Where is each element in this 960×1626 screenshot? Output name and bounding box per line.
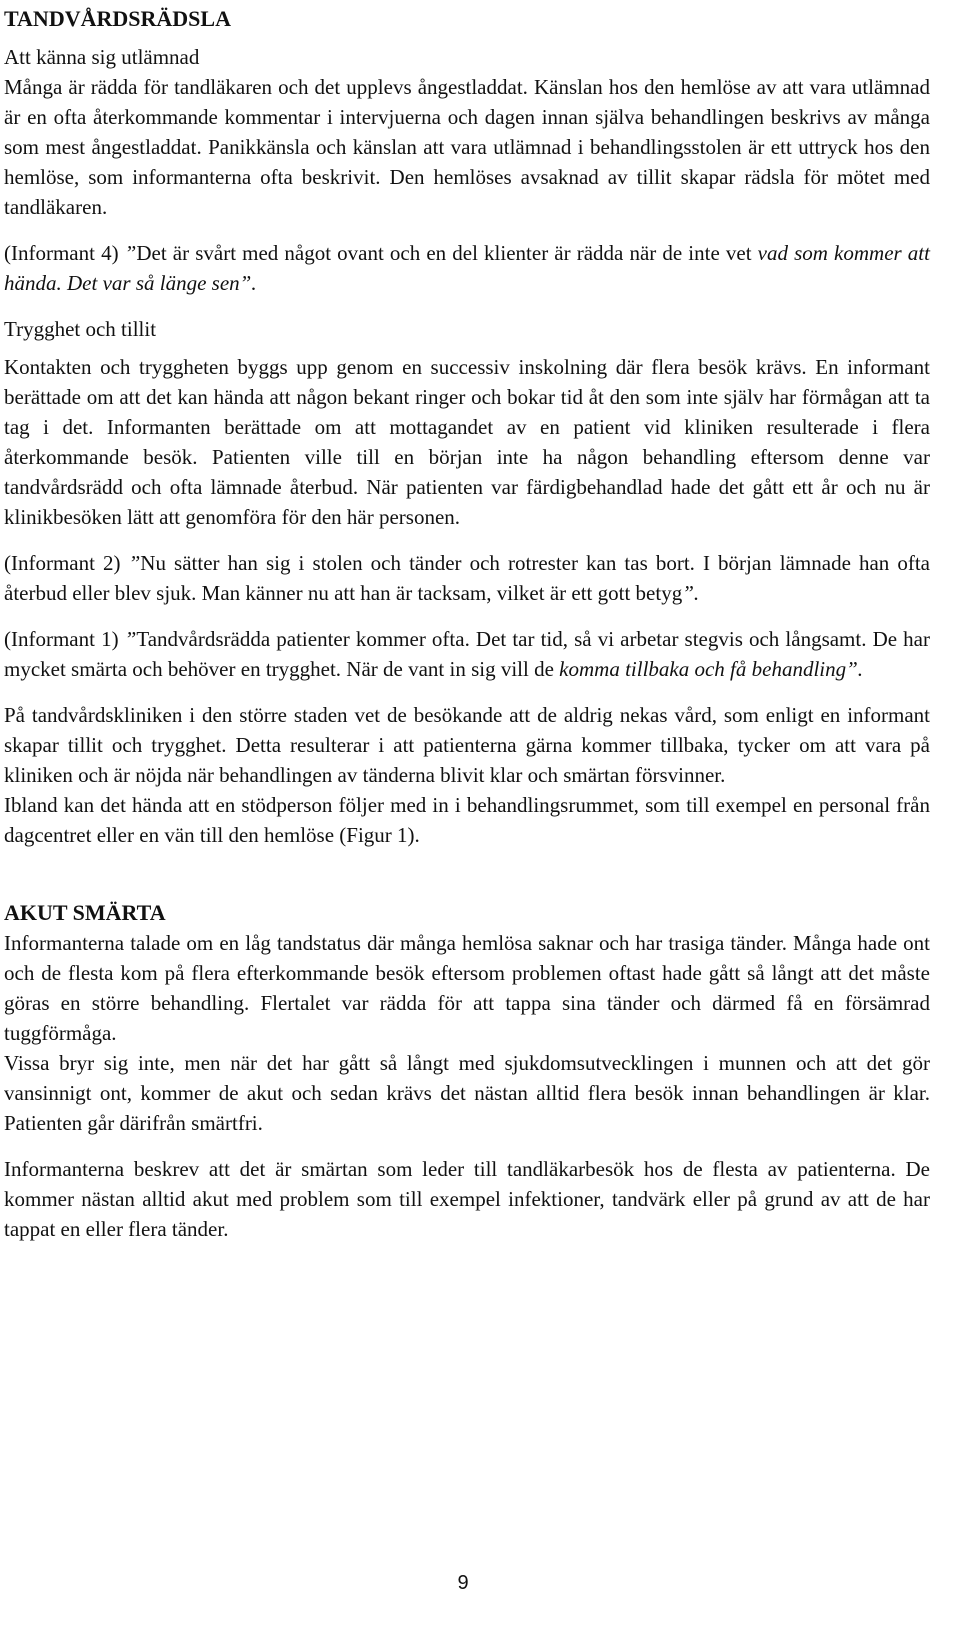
subheading-att-kanna-sig-utlamnad: Att känna sig utlämnad (4, 45, 200, 69)
quote-text: Tandvårdsrädda patienter kommer ofta. Det tar tid, så vi arbetar stegvis och långsamt. De har mycket smärta och behöver en trygghet. När de vant in sig vill de (4, 627, 930, 681)
document-page (4, 0, 930, 1244)
quote-text-italic: komma tillbaka och få behandling”. (559, 657, 864, 681)
quote-open-mark: ” (124, 627, 137, 651)
quote-speaker: (Informant 2) (4, 551, 129, 575)
quote-informant-2 (4, 548, 930, 608)
quote-informant-4 (4, 238, 930, 298)
paragraph-3: På tandvårdskliniken i den större staden vet de besökande att de aldrig nekas vård, som enligt en informant skapar tillit och trygghet. Detta resulterar i att patienterna gärna kommer tillbaka, tycker om att vara på kliniken och är nöjda när behandlingen av tänderna blivit klar och smärtan försvinner. (4, 703, 930, 787)
section-heading-akut-smarta: AKUT SMÄRTA (4, 900, 166, 925)
page-number: 9 (457, 1572, 469, 1594)
quote-open-mark: ” (124, 241, 137, 265)
quote-text-italic: vad som kommer att hända. Det var så länge sen”. (4, 241, 930, 295)
paragraph-2: Kontakten och tryggheten byggs upp genom en successiv inskolning där flera besök krävs. En informant berättade om att det kan hända att någon bekant ringer och bokar tid åt den som inte själv har förmågan att ta tag i det. Informanten berättade om att mottagandet av en patient vid kliniken resulterade i flera återkommande besök. Patienten ville till en början inte ha någon behandling eftersom denne var tandvårdsrädd och ofta lämnade återbud. När patienten var färdigbehandlad hade det gått ett år och nu är klinikbesöken lätt att genomföra för den här personen. (4, 355, 930, 529)
paragraph-5: Informanterna talade om en låg tandstatus där många hemlösa saknar och har trasiga tänder. Många hade ont och de flesta kom på flera efterkommande besök eftersom problemen oftast hade gått så långt att det måste göras en större behandling. Flertalet var rädda för att tappa sina tänder och därmed få en försämrad tuggförmåga. (4, 931, 930, 1045)
section-heading-tandvardsradsla: TANDVÅRDSRÄDSLA (4, 6, 231, 31)
quote-speaker: (Informant 4) (4, 241, 125, 265)
quote-text: Det är svårt med något ovant och en del klienter är rädda när de inte vet (136, 241, 758, 265)
quote-close-mark: ”. (682, 581, 700, 605)
quote-informant-1 (4, 624, 930, 684)
paragraph-1: Många är rädda för tandläkaren och det upplevs ångestladdat. Känslan hos den hemlöse av att vara utlämnad är en ofta återkommande kommentar i intervjuerna och dagen innan själva behandlingen beskrivs av många som mest ångestladdat. Panikkänsla och känslan att vara utlämnad i behandlingsstolen är ett uttryck hos den hemlöse, som informanterna ofta beskrivit. Den hemlöses avsaknad av tillit skapar rädsla för mötet med tandläkaren. (4, 75, 930, 219)
paragraph-7: Informanterna beskrev att det är smärtan som leder till tandläkarbesök hos de flesta av patienterna. De kommer nästan alltid akut med problem som till exempel infektioner, tandvärk eller på grund av att de har tappat en eller flera tänder. (4, 1157, 930, 1241)
paragraph-4: Ibland kan det hända att en stödperson följer med in i behandlingsrummet, som till exempel en personal från dagcentret eller en vän till den hemlöse (Figur 1). (4, 793, 930, 847)
quote-text: Nu sätter han sig i stolen och tänder och rotrester kan tas bort. I början lämnade han ofta återbud eller blev sjuk. Man känner nu att han är tacksam, vilket är ett gott betyg (4, 551, 930, 605)
quote-speaker: (Informant 1) (4, 627, 125, 651)
paragraph-6: Vissa bryr sig inte, men när det har gått så långt med sjukdomsutvecklingen i munnen och att det gör vansinnigt ont, kommer de akut och sedan krävs det nästan alltid flera besök innan behandlingen är klar. Patienten går därifrån smärtfri. (4, 1051, 930, 1135)
quote-open-mark: ” (128, 551, 141, 575)
subheading-trygghet-och-tillit: Trygghet och tillit (4, 317, 157, 341)
